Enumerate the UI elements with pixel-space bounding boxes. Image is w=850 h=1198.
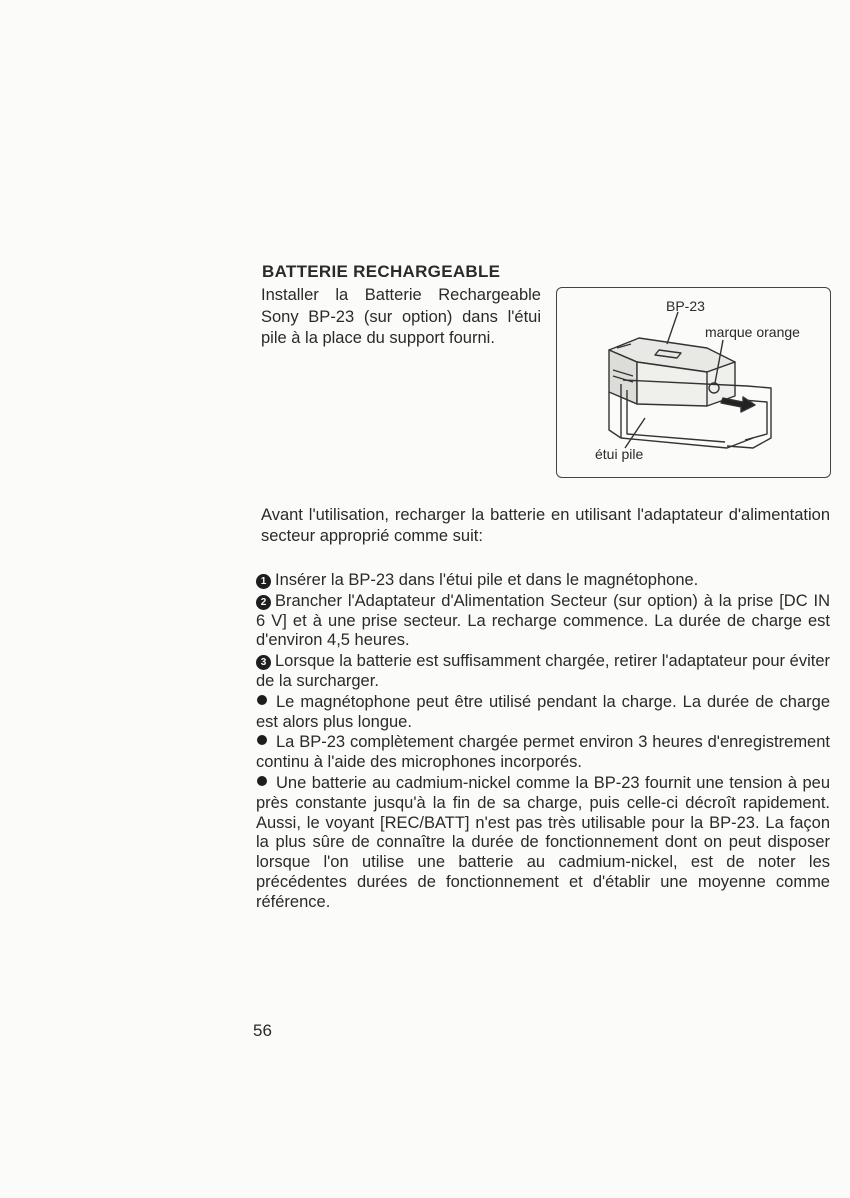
page-number: 56 [253, 1021, 272, 1040]
note-text: Une batterie au cadmium-nickel comme la BP-23 fournit une tension à peu près constante jusqu'à la fin de sa charge, puis celle-ci décroît rapidement. Aussi, le voyant [REC/BATT] n'est pas très utilisable pour la BP-23. La façon la plus sûre de connaître la durée de fonctionnement dont on peut disposer lorsque l'on utilise une batterie au cadmium-nickel, est de noter les précédentes durées de fonctionnement et d'établir une moyenne comme référence. [256, 773, 830, 911]
step-item [256, 571, 830, 591]
step-item [256, 652, 830, 692]
bullet-icon [257, 776, 267, 786]
note-item [256, 774, 830, 913]
intro-text: Installer la Batterie Rechargeable Sony BP-23 (sur option) dans l'étui pile à la place du support fourni. [261, 286, 541, 347]
note-item [256, 733, 830, 773]
step-text: Brancher l'Adaptateur d'Alimentation Secteur (sur option) à la prise [DC IN 6 V] et à une prise secteur. La recharge commence. La durée de charge est d'environ 4,5 heures. [256, 591, 830, 650]
battery-illustration [556, 287, 831, 478]
note-text: Le magnétophone peut être utilisé pendant la charge. La durée de charge est alors plus longue. [256, 692, 830, 731]
step-number-icon: 2 [256, 595, 271, 610]
bullet-icon [257, 735, 267, 745]
label-orange-mark: marque orange [705, 324, 800, 340]
step-number-icon: 1 [256, 574, 271, 589]
step-text: Lorsque la batterie est suffisamment chargée, retirer l'adaptateur pour éviter de la surcharger. [256, 652, 830, 690]
note-item [256, 693, 830, 733]
note-text: La BP-23 complètement chargée permet environ 3 heures d'enregistrement continu à l'aide des microphones incorporés. [256, 733, 830, 772]
section-heading: BATTERIE RECHARGEABLE [262, 262, 501, 281]
label-battery-case: étui pile [595, 446, 644, 462]
bullet-icon [257, 695, 267, 705]
label-bp23: BP-23 [666, 298, 705, 314]
step-item [256, 592, 830, 651]
instruction-list [256, 571, 830, 914]
step-number-icon: 3 [256, 655, 271, 670]
step-text: Insérer la BP-23 dans l'étui pile et dans le magnétophone. [275, 571, 699, 589]
charging-intro: Avant l'utilisation, recharger la batterie en utilisant l'adaptateur d'alimentation secteur approprié comme suit: [261, 506, 830, 545]
